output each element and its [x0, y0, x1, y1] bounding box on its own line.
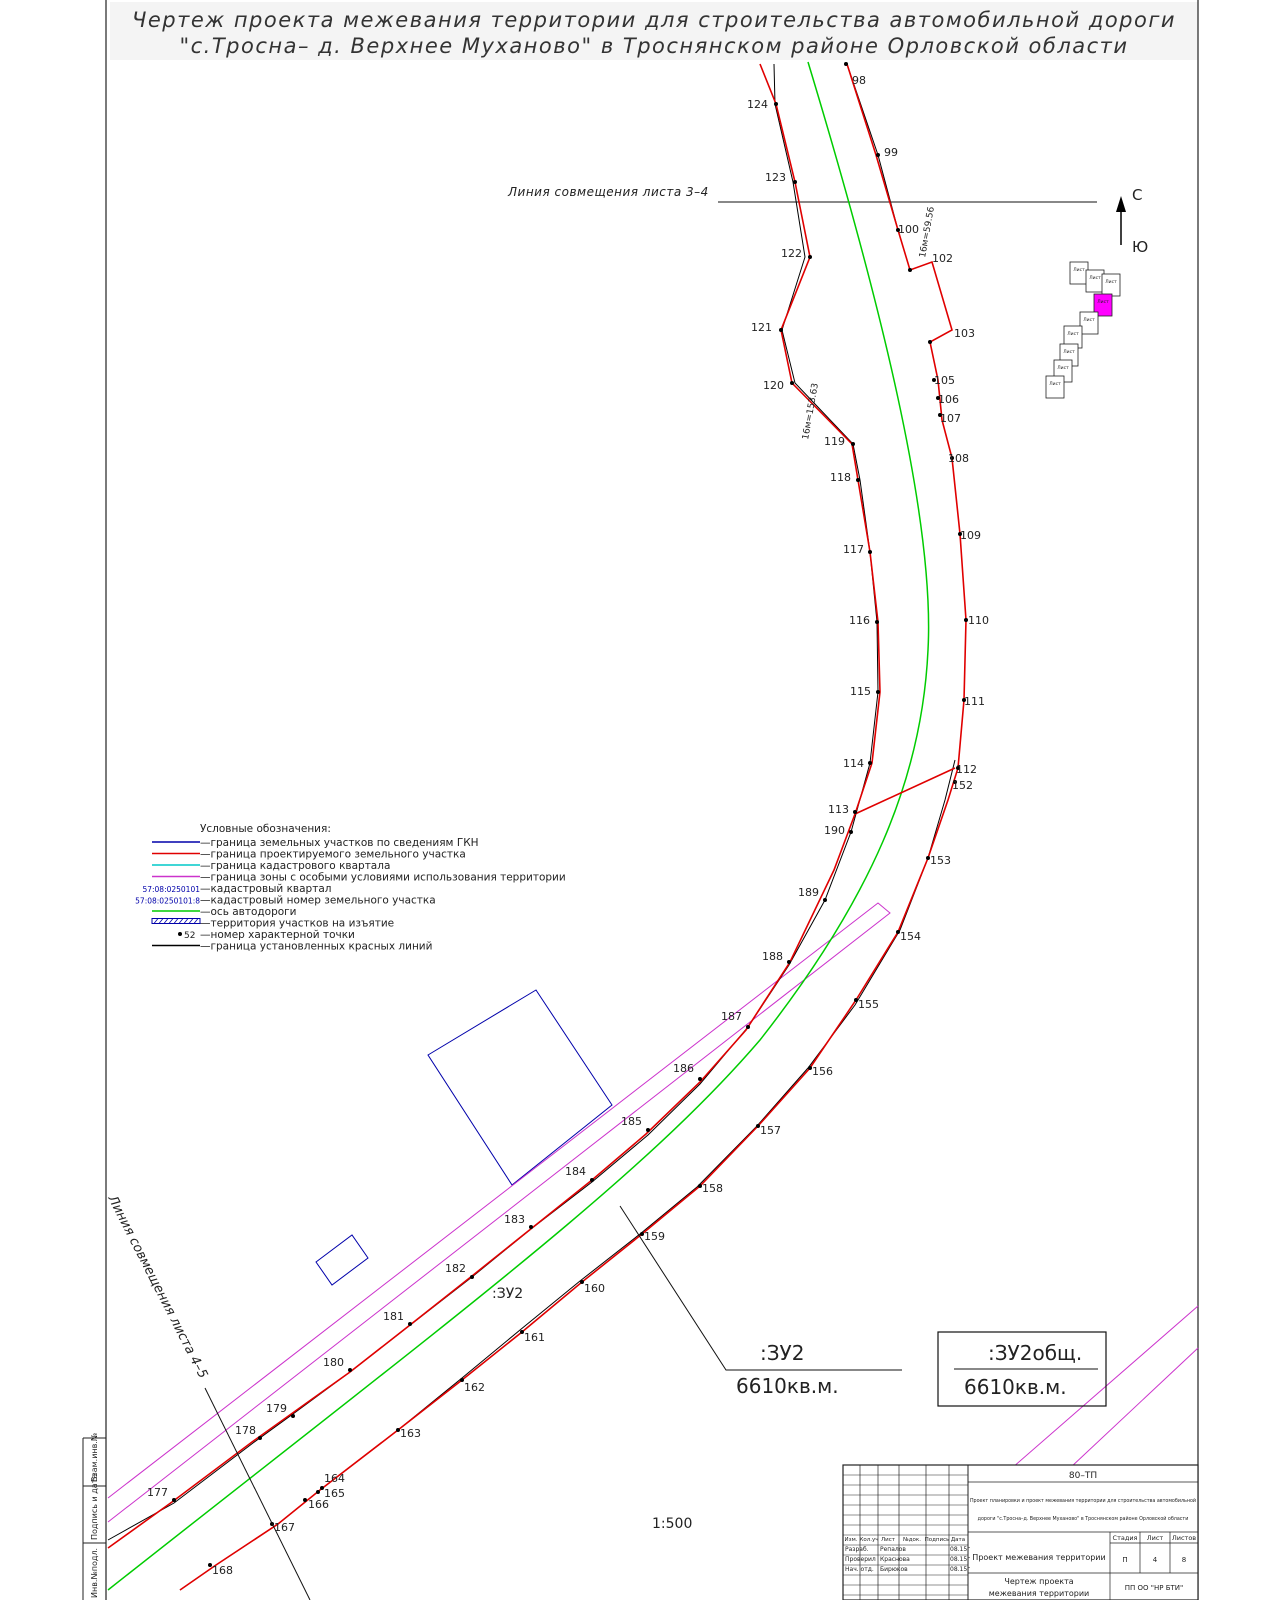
boundary-point-label: 168	[212, 1564, 233, 1577]
stamp-col-header: Лист	[881, 1537, 895, 1543]
boundary-point-label: 108	[948, 452, 969, 465]
stamp-project-desc: Проект планировки и проект межевания территории для строительства автомобильной	[969, 1499, 1197, 1504]
stamp-date: 08.15г	[950, 1556, 971, 1563]
boundary-point-label: 107	[940, 412, 961, 425]
boundary-point-label: 166	[308, 1498, 329, 1511]
index-sheet-box	[1086, 270, 1104, 292]
side-stamp-cell-3: Взам.инв.№	[90, 1432, 99, 1482]
stamp-org: ПП ОО "НР БТИ"	[1124, 1584, 1184, 1592]
parcel-callout-area: 6610кв.м.	[736, 1374, 839, 1398]
boundary-point-label: 105	[934, 374, 955, 387]
stamp-stage-header: Листов	[1171, 1534, 1197, 1542]
boundary-point-marker	[908, 268, 912, 272]
index-sheet-label: Лист	[1083, 318, 1095, 323]
boundary-point-label: 109	[960, 529, 981, 542]
boundary-point-label: 164	[324, 1472, 345, 1485]
index-sheet-label: Лист	[1105, 280, 1117, 285]
boundary-point-label: 185	[621, 1115, 642, 1128]
legend-item-text: —граница кадастрового квартала	[200, 860, 391, 872]
index-sheet-label: Лист	[1089, 276, 1101, 281]
sheet-index-map	[1046, 262, 1120, 398]
south-label: Ю	[1132, 238, 1149, 256]
boundary-point-marker	[172, 1498, 176, 1502]
legend-item-text: —граница зоны с особыми условиями использования территории	[200, 871, 566, 884]
index-sheet-box	[1102, 274, 1120, 296]
stamp-role: Нач. отд.	[845, 1566, 874, 1573]
parcel-callout-id: :ЗУ2	[760, 1341, 805, 1365]
boundary-point-label: 124	[747, 98, 768, 111]
boundary-point-label: 98	[852, 74, 866, 87]
boundary-point-label: 160	[584, 1282, 605, 1295]
boundary-point-marker	[793, 180, 797, 184]
stamp-name: Бирюков	[880, 1566, 908, 1573]
boundary-point-marker	[258, 1436, 262, 1440]
boundary-point-marker	[868, 761, 872, 765]
stamp-col-header: №док.	[903, 1537, 921, 1543]
boundary-point-label: 111	[964, 695, 985, 708]
legend-item-text: —ось автодороги	[200, 906, 297, 918]
north-arrow	[1116, 186, 1148, 256]
boundary-point-marker	[348, 1368, 352, 1372]
legend-title: Условные обозначения:	[200, 823, 331, 835]
boundary-point-marker	[646, 1128, 650, 1132]
boundary-point-label: 158	[702, 1182, 723, 1195]
boundary-point-label: 114	[843, 757, 864, 770]
index-sheet-label: Лист	[1063, 350, 1075, 355]
boundary-point-label: 159	[644, 1230, 665, 1243]
stamp-name: Краснова	[880, 1556, 910, 1563]
boundary-point-label: 103	[954, 327, 975, 340]
stamp-project-desc: дороги "с.Тросна–д. Верхнее Муханово" в Троснянском районе Орловской области	[977, 1517, 1189, 1522]
boundary-point-label: 165	[324, 1487, 345, 1500]
boundary-point-marker	[790, 381, 794, 385]
legend-item-text: —граница земельных участков по сведениям ГКН	[200, 837, 479, 849]
stamp-stage-value: 4	[1152, 1556, 1158, 1564]
boundary-point-marker	[746, 1025, 750, 1029]
boundary-point-label: 189	[798, 886, 819, 899]
legend-item-text: —кадастровый номер земельного участка	[200, 894, 436, 907]
boundary-point-marker	[698, 1077, 702, 1081]
parcel-box-id: :ЗУ2общ.	[988, 1341, 1083, 1365]
boundary-point-marker	[856, 478, 860, 482]
boundary-point-marker	[868, 550, 872, 554]
gkn-parcels	[316, 990, 612, 1285]
index-sheet-label: Лист	[1067, 332, 1079, 337]
boundary-point-label: 167	[274, 1521, 295, 1534]
legend	[135, 823, 566, 953]
boundary-point-marker	[316, 1490, 320, 1494]
boundary-point-label: 113	[828, 803, 849, 816]
boundary-point-label: 178	[235, 1424, 256, 1437]
boundary-point-label: 153	[930, 854, 951, 867]
stamp-role: Проверил	[845, 1556, 876, 1563]
boundary-point-marker	[849, 830, 853, 834]
boundary-point-marker	[303, 1498, 307, 1502]
title-line-2: "с.Тросна– д. Верхнее Муханово" в Троснянском районе Орловской области	[179, 34, 1129, 58]
stamp-stage-value: П	[1122, 1556, 1128, 1564]
boundary-point-label: 181	[383, 1310, 404, 1323]
boundary-point-label: 163	[400, 1427, 421, 1440]
legend-item-text: —территория участков на изъятие	[200, 917, 395, 930]
legend-prefix: 57:08:0250101	[142, 885, 200, 894]
side-stamp-cell-2: Подпись и дата	[90, 1473, 99, 1540]
legend-item-text: —кадастровый квартал	[200, 883, 332, 895]
boundary-point-marker	[875, 620, 879, 624]
stamp-stage-value: 8	[1181, 1556, 1187, 1564]
index-sheet-label: Лист	[1097, 300, 1109, 305]
north-label: С	[1132, 186, 1143, 204]
boundary-point-marker	[408, 1322, 412, 1326]
boundary-point-label: 180	[323, 1356, 344, 1369]
boundary-point-marker	[876, 690, 880, 694]
boundary-point-label: 186	[673, 1062, 694, 1075]
boundary-point-marker	[844, 62, 848, 66]
boundary-point-label: 100	[898, 223, 919, 236]
boundary-point-marker	[787, 960, 791, 964]
stamp-col-header: Изм.	[844, 1537, 858, 1543]
parcel-box-area: 6610кв.м.	[964, 1375, 1067, 1399]
boundary-point-marker	[590, 1178, 594, 1182]
boundary-point-label: 154	[900, 930, 921, 943]
stamp-name: Репалов	[880, 1546, 906, 1553]
boundary-point-marker	[291, 1414, 295, 1418]
boundary-point-label: 184	[565, 1165, 586, 1178]
boundary-point-label: 123	[765, 171, 786, 184]
boundary-point-label: 182	[445, 1262, 466, 1275]
legend-item-text: —граница установленных красных линий	[200, 940, 433, 953]
boundary-point-marker	[928, 340, 932, 344]
scale-label: 1:500	[652, 1516, 693, 1532]
boundary-point-label: 106	[938, 393, 959, 406]
legend-prefix: 52	[184, 931, 196, 941]
boundary-point-marker	[779, 328, 783, 332]
index-sheet-box	[1046, 376, 1064, 398]
boundary-point-marker	[876, 153, 880, 157]
stamp-date: 08.15г	[950, 1566, 971, 1573]
boundary-point-label: 115	[850, 685, 871, 698]
stamp-date: 08.15г	[950, 1546, 971, 1553]
stamp-role: Разраб.	[845, 1546, 869, 1553]
boundary-point-label: 161	[524, 1331, 545, 1344]
legend-item-text: —номер характерной точки	[200, 929, 355, 941]
boundary-point-label: 102	[932, 252, 953, 265]
boundary-point-marker	[774, 102, 778, 106]
dimension-label-100-102: 16м=59.56	[918, 206, 937, 259]
boundary-point-label: 121	[751, 321, 772, 334]
index-sheet-box	[1080, 312, 1098, 334]
combination-line-4-5	[104, 1192, 310, 1600]
combination-line-3-4	[507, 185, 1097, 202]
side-stamp-cell-1: Инв.№подл.	[90, 1547, 99, 1598]
legend-item-text: —граница проектируемого земельного участка	[200, 848, 466, 861]
stamp-drawing-title: Чертеж проекта	[1004, 1577, 1074, 1586]
stamp-doc-code: 80–ТП	[1068, 1471, 1098, 1481]
index-sheet-label: Лист	[1073, 268, 1085, 273]
boundary-point-marker	[851, 442, 855, 446]
combination-line-4-5-label: Линия совмещения листа 4–5	[104, 1193, 211, 1382]
boundary-point-label: 156	[812, 1065, 833, 1078]
boundary-point-label: 179	[266, 1402, 287, 1415]
stamp-stage-header: Лист	[1146, 1534, 1164, 1542]
legend-point-marker	[178, 932, 182, 936]
title-line-1: Чертеж проекта межевания территории для строительства автомобильной дороги	[131, 8, 1177, 32]
boundary-point-label: 177	[147, 1486, 168, 1499]
index-sheet-label: Лист	[1057, 366, 1069, 371]
title-block	[843, 1465, 1198, 1600]
boundary-point-marker	[823, 898, 827, 902]
boundary-point-marker	[470, 1275, 474, 1279]
stamp-stage-header: Стадия	[1112, 1534, 1138, 1542]
combination-line-3-4-label: Линия совмещения листа 3–4	[508, 185, 709, 199]
stamp-col-header: Дата	[950, 1537, 966, 1543]
parcel-summary-box	[938, 1332, 1106, 1406]
boundary-point-marker	[853, 810, 857, 814]
boundary-point-label: 110	[968, 614, 989, 627]
boundary-point-label: 122	[781, 247, 802, 260]
boundary-point-label: 116	[849, 614, 870, 627]
legend-prefix: 57:08:0250101:8	[135, 896, 200, 906]
boundary-point-label: 190	[824, 824, 845, 837]
parcel-inside-label: :ЗУ2	[492, 1286, 524, 1302]
boundary-point-marker	[808, 255, 812, 259]
boundary-point-label: 187	[721, 1010, 742, 1023]
boundary-point-label: 183	[504, 1213, 525, 1226]
boundary-point-label: 118	[830, 471, 851, 484]
index-sheet-label: Лист	[1049, 382, 1061, 387]
boundary-point-label: 162	[464, 1381, 485, 1394]
boundary-point-label: 120	[763, 379, 784, 392]
boundary-point-label: 119	[824, 435, 845, 448]
dimension-label-120-121: 16м=153.63	[801, 382, 821, 441]
boundary-point-label: 117	[843, 543, 864, 556]
boundary-point-marker	[529, 1225, 533, 1229]
boundary-point-label: 157	[760, 1124, 781, 1137]
index-sheet-box	[1070, 262, 1088, 284]
boundary-point-label: 152	[952, 779, 973, 792]
boundary-point-label: 188	[762, 950, 783, 963]
stamp-drawing-title: межевания территории	[988, 1589, 1090, 1598]
boundary-point-label: 99	[884, 146, 898, 159]
stamp-col-header: Подпись	[924, 1537, 950, 1543]
boundary-point-label: 155	[858, 998, 879, 1011]
boundary-point-label: 112	[956, 763, 977, 776]
stamp-section-title: Проект межевания территории	[972, 1553, 1106, 1562]
stamp-col-header: Кол.уч	[859, 1537, 879, 1543]
